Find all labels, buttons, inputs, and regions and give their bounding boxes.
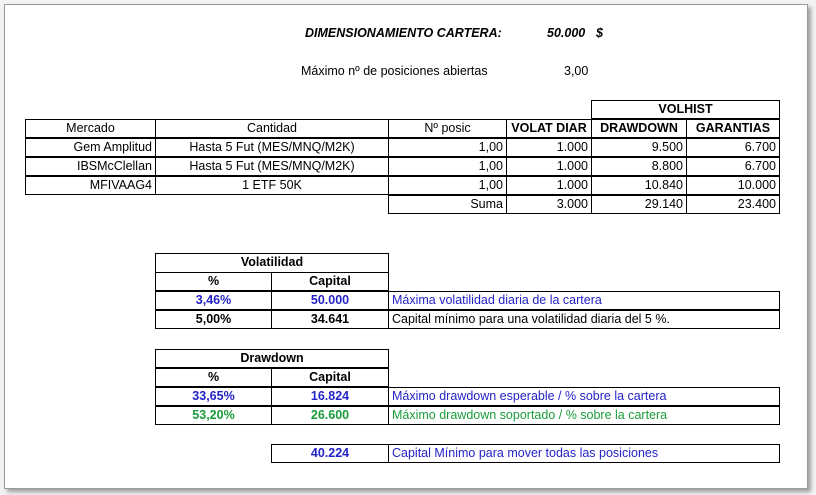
col-header-garantias: GARANTIAS: [686, 119, 780, 138]
drawdown-title: Drawdown: [155, 349, 389, 368]
drawdown-pct: 53,20%: [155, 406, 272, 425]
drawdown-capital: 26.600: [271, 406, 389, 425]
volhist-group-header: VOLHIST: [591, 100, 780, 119]
total-garantias: 23.400: [686, 195, 780, 214]
table-cell-drawdown: 9.500: [591, 138, 687, 157]
table-cell-nposic: 1,00: [388, 157, 507, 176]
drawdown-col-pct: %: [155, 368, 272, 387]
col-header-cantidad: Cantidad: [155, 119, 389, 138]
table-cell-drawdown: 8.800: [591, 157, 687, 176]
table-cell-nposic: 1,00: [388, 176, 507, 195]
total-volat: 3.000: [506, 195, 592, 214]
volatilidad-capital: 50.000: [271, 291, 389, 310]
volatilidad-capital: 34.641: [271, 310, 389, 329]
volatilidad-col-pct: %: [155, 272, 272, 291]
table-cell-garantias: 6.700: [686, 138, 780, 157]
col-header-volat-diar: VOLAT DIAR: [506, 119, 592, 138]
table-cell-garantias: 6.700: [686, 157, 780, 176]
table-cell-cantidad: 1 ETF 50K: [155, 176, 389, 195]
table-cell-volat: 1.000: [506, 138, 592, 157]
table-cell-mercado: MFIVAAG4: [25, 176, 156, 195]
total-label: Suma: [388, 195, 507, 214]
total-drawdown: 29.140: [591, 195, 687, 214]
volatilidad-pct: 5,00%: [155, 310, 272, 329]
table-cell-volat: 1.000: [506, 176, 592, 195]
drawdown-capital: 16.824: [271, 387, 389, 406]
col-header-nposic: Nº posic: [388, 119, 507, 138]
max-positions-value: 3,00: [564, 64, 589, 78]
currency-symbol: $: [596, 26, 603, 40]
table-cell-nposic: 1,00: [388, 138, 507, 157]
col-header-mercado: Mercado: [25, 119, 156, 138]
col-header-drawdown: DRAWDOWN: [591, 119, 687, 138]
max-positions-label: Máximo nº de posiciones abiertas: [301, 64, 488, 78]
min-capital-value: 40.224: [271, 444, 389, 463]
volatilidad-col-capital: Capital: [271, 272, 389, 291]
table-cell-garantias: 10.000: [686, 176, 780, 195]
table-cell-volat: 1.000: [506, 157, 592, 176]
portfolio-amount: 50.000: [547, 26, 586, 40]
volatilidad-title: Volatilidad: [155, 253, 389, 273]
table-cell-mercado: Gem Amplitud: [25, 138, 156, 157]
table-cell-mercado: IBSMcClellan: [25, 157, 156, 176]
drawdown-description: Máximo drawdown esperable / % sobre la cartera: [388, 387, 780, 406]
volatilidad-pct: 3,46%: [155, 291, 272, 310]
table-cell-drawdown: 10.840: [591, 176, 687, 195]
drawdown-col-capital: Capital: [271, 368, 389, 387]
volatilidad-description: Máxima volatilidad diaria de la cartera: [388, 291, 780, 310]
drawdown-pct: 33,65%: [155, 387, 272, 406]
volatilidad-description: Capital mínimo para una volatilidad diaria del 5 %.: [388, 310, 780, 329]
page-title: DIMENSIONAMIENTO CARTERA:: [305, 26, 502, 40]
table-cell-cantidad: Hasta 5 Fut (MES/MNQ/M2K): [155, 157, 389, 176]
drawdown-description: Máximo drawdown soportado / % sobre la cartera: [388, 406, 780, 425]
min-capital-description: Capital Mínimo para mover todas las posiciones: [388, 444, 780, 463]
table-cell-cantidad: Hasta 5 Fut (MES/MNQ/M2K): [155, 138, 389, 157]
